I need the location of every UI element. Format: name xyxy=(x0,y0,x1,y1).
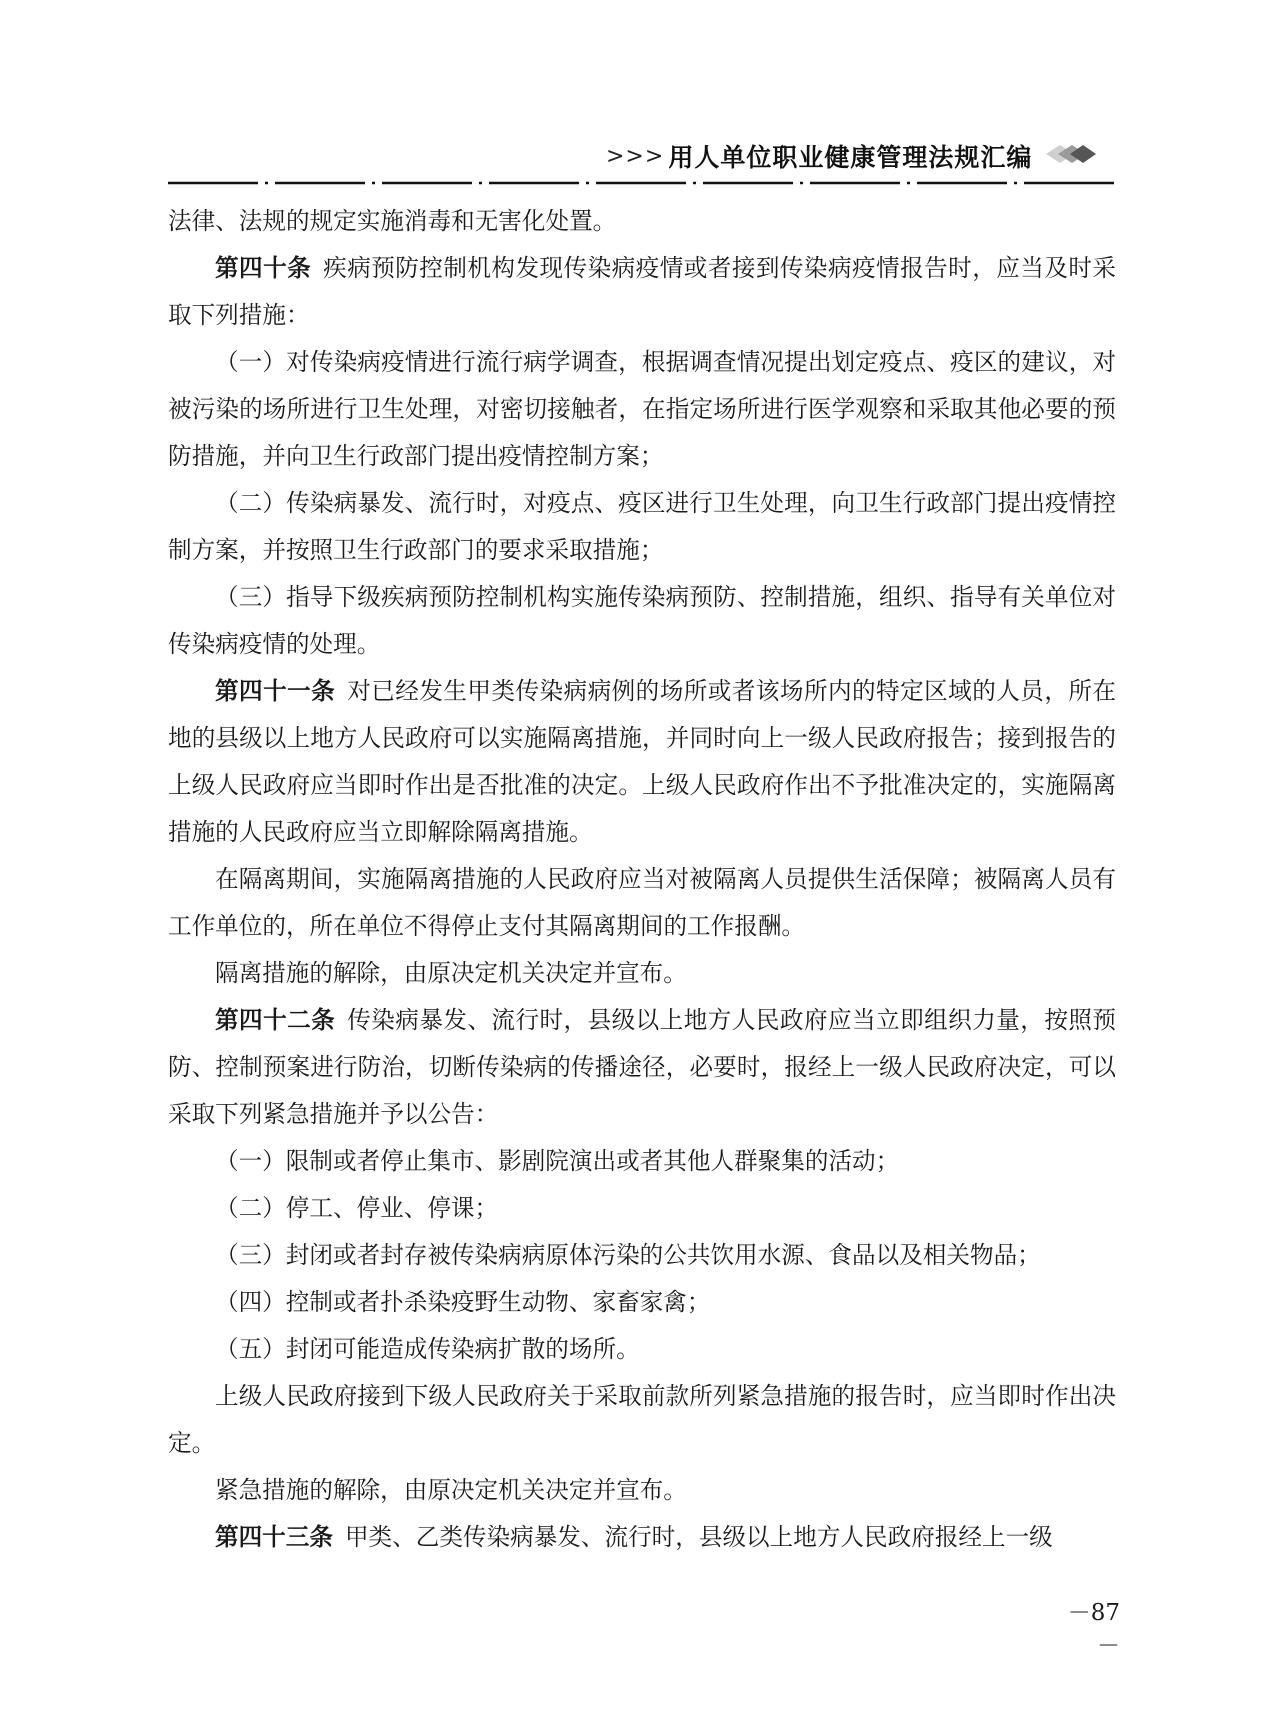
paragraph xyxy=(168,1185,1116,1232)
header-rule xyxy=(168,180,1116,186)
paragraph xyxy=(168,1279,1116,1326)
paragraph-text: （三）封闭或者封存被传染病病原体污染的公共饮用水源、食品以及相关物品； xyxy=(215,1241,1041,1269)
paragraph xyxy=(168,1373,1116,1467)
paragraph-text: （二）传染病暴发、流行时，对疫点、疫区进行卫生处理，向卫生行政部门提出疫情控制方案，并按照卫生行政部门的要求采取措施； xyxy=(168,489,1116,564)
paragraph-text: （二）停工、停业、停课； xyxy=(215,1194,499,1222)
article-number: 第四十二条 xyxy=(215,1006,336,1034)
paragraph-text: 甲类、乙类传染病暴发、流行时，县级以上地方人民政府报经上一级 xyxy=(344,1523,1053,1551)
paragraph-text: 紧急措施的解除，由原决定机关决定并宣布。 xyxy=(215,1476,687,1504)
paragraph xyxy=(168,668,1116,856)
paragraph-text: （三）指导下级疾病预防控制机构实施传染病预防、控制措施，组织、指导有关单位对传染病疫情的处理。 xyxy=(168,583,1116,658)
header-arrows: >>> xyxy=(606,143,665,169)
paragraph xyxy=(168,1467,1116,1514)
page-number: －87－ xyxy=(1067,1600,1120,1659)
paragraph xyxy=(168,856,1116,950)
paragraph-text: （四）控制或者扑杀染疫野生动物、家畜家禽； xyxy=(215,1288,711,1316)
article-number: 第四十一条 xyxy=(215,677,336,705)
running-header xyxy=(606,136,1126,176)
article-number: 第四十三条 xyxy=(215,1523,333,1551)
paragraph-text: 传染病暴发、流行时，县级以上地方人民政府应当立即组织力量，按照预防、控制预案进行防治，切断传染病的传播途径，必要时，报经上一级人民政府决定，可以采取下列紧急措施并予以公告： xyxy=(168,1006,1117,1128)
paragraph-text: 对已经发生甲类传染病病例的场所或者该场所内的特定区域的人员，所在地的县级以上地方人民政府可以实施隔离措施，并同时向上一级人民政府报告；接到报告的上级人民政府应当即时作出是否批准的决定。上级人民政府作出不予批准决定的，实施隔离措施的人民政府应当立即解除隔离措施。 xyxy=(168,677,1117,846)
article-number: 第四十条 xyxy=(215,254,312,282)
paragraph-text: （一）限制或者停止集市、影剧院演出或者其他人群聚集的活动； xyxy=(215,1147,900,1175)
paragraph-text: （一）对传染病疫情进行流行病学调查，根据调查情况提出划定疫点、疫区的建议，对被污染的场所进行卫生处理，对密切接触者，在指定场所进行医学观察和采取其他必要的预防措施，并向卫生行政部门提出疫情控制方案； xyxy=(168,348,1116,470)
diamond-ornament-icon xyxy=(1042,141,1098,172)
paragraph-text: 上级人民政府接到下级人民政府关于采取前款所列紧急措施的报告时，应当即时作出决定。 xyxy=(168,1382,1116,1457)
paragraph xyxy=(168,1326,1116,1373)
paragraph xyxy=(168,198,1116,245)
paragraph xyxy=(168,997,1116,1138)
paragraph-text: 法律、法规的规定实施消毒和无害化处置。 xyxy=(168,207,617,235)
body-text xyxy=(168,198,1116,1561)
paragraph xyxy=(168,480,1116,574)
paragraph-text: （五）封闭可能造成传染病扩散的场所。 xyxy=(215,1335,640,1363)
paragraph xyxy=(168,950,1116,997)
header-title: 用人单位职业健康管理法规汇编 xyxy=(668,143,1033,172)
paragraph xyxy=(168,1138,1116,1185)
paragraph-text: 在隔离期间，实施隔离措施的人民政府应当对被隔离人员提供生活保障；被隔离人员有工作单位的，所在单位不得停止支付其隔离期间的工作报酬。 xyxy=(168,865,1116,940)
paragraph xyxy=(168,1232,1116,1279)
paragraph xyxy=(168,245,1116,339)
paragraph-text: 疾病预防控制机构发现传染病疫情或者接到传染病疫情报告时，应当及时采取下列措施： xyxy=(168,254,1116,329)
paragraph xyxy=(168,339,1116,480)
paragraph xyxy=(168,574,1116,668)
paragraph xyxy=(168,1514,1116,1561)
paragraph-text: 隔离措施的解除，由原决定机关决定并宣布。 xyxy=(215,959,687,987)
